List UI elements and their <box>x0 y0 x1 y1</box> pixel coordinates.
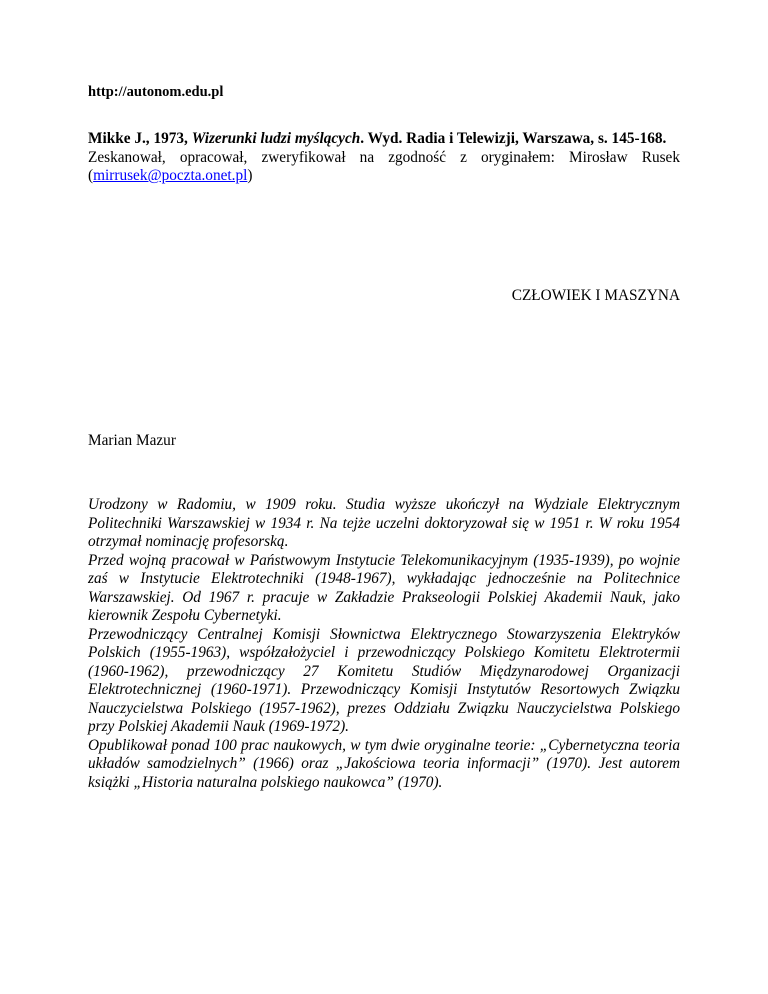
bio-paragraph: Przewodniczący Centralnej Komisji Słownictwa Elektrycznego Stowarzyszenia Elektryków Polskich (1955-1963), współzałożyciel i przewodniczący Polskiego Komitetu Elektrotermii (1960-1962), przewodniczący 27 Komitetu Studiów Międzynarodowej Organizacji Elektrotechnicznej (1960-1971). Przewodniczący Komisji Instytutów Resortowych Związku Nauczycielstwa Polskiego (1957-1962), prezes Oddziału Związku Nauczycielstwa Polskiego przy Polskiej Akademii Nauk (1969-1972). <box>88 625 680 735</box>
bio-paragraph: Urodzony w Radomiu, w 1909 roku. Studia wyższe ukończył na Wydziale Elektrycznym Politechniki Warszawskiej w 1934 r. Na tejże uczelni doktoryzował się w 1951 r. W roku 1954 otrzymał nominację profesorską. <box>88 496 680 550</box>
email-line <box>88 167 680 186</box>
citation-block <box>88 130 680 186</box>
source-url: http://autonom.edu.pl <box>88 84 224 100</box>
scan-credit: Zeskanował, opracował, zweryfikował na zgodność z oryginałem: Mirosław Rusek <box>88 148 680 166</box>
email-link[interactable]: mirrusek@poczta.onet.pl <box>93 167 248 184</box>
author-name: Marian Mazur <box>88 432 176 449</box>
citation-authors-year: Mikke J., 1973, <box>88 130 192 147</box>
article-heading: CZŁOWIEK I MASZYNA <box>511 287 680 304</box>
bio-paragraph: Opublikował ponad 100 prac naukowych, w tym dwie oryginalne teorie: „Cybernetyczna teoria układów samodzielnych” (1966) oraz „Jakościowa teoria informacji” (1970). Jest autorem książki „Historia naturalna polskiego naukowca” (1970). <box>88 736 680 791</box>
citation-book-title: Wizerunki ludzi myślących <box>191 130 361 147</box>
email-close-paren: ) <box>247 167 253 184</box>
email-open-paren: ( <box>88 167 94 184</box>
bio-paragraph: Przed wojną pracował w Państwowym Instytucie Telekomunikacyjnym (1935-1939), po wojnie zaś w Instytucie Elektrotechniki (1948-1967), wykładając jednocześnie na Politechnice Warszawskiej. Od 1967 r. pracuje w Zakładzie Prakseologii Polskiej Akademii Nauk, jako kierownik Zespołu Cybernetyki. <box>88 551 680 624</box>
citation-publisher: . Wyd. Radia i Telewizji, Warszawa, s. 145-168. <box>360 130 667 147</box>
author-biography <box>88 496 680 792</box>
bibliographic-reference <box>88 130 680 149</box>
